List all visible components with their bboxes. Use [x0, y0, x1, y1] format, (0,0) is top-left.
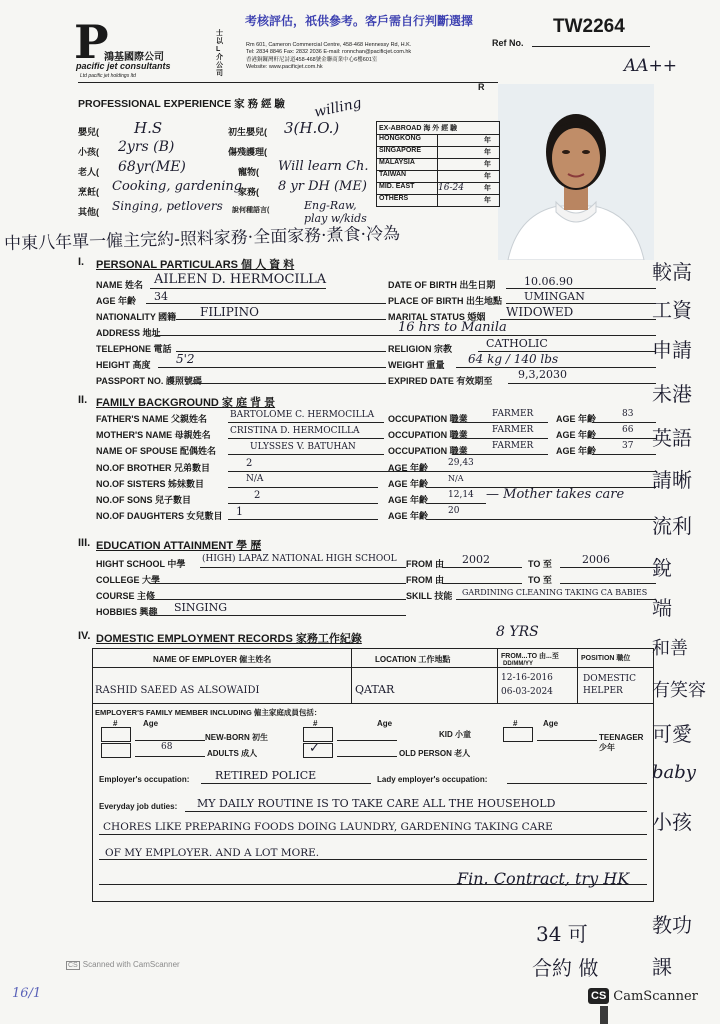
family-age: 66	[622, 425, 634, 435]
family-occupation: FARMER	[492, 409, 534, 419]
family-counts	[96, 458, 656, 522]
religion-label: RELIGION 宗教	[388, 344, 453, 354]
top-notice: 考核評估，祇供參考。客戶需自行判斷選擇	[245, 14, 474, 28]
course-label: COURSE 主修	[96, 591, 156, 601]
abroad-place: OTHERS	[377, 195, 438, 206]
margin-note: 較高	[652, 260, 692, 284]
height-label: HEIGHT 高度	[96, 360, 151, 370]
abroad-place: HONGKONG	[377, 135, 438, 146]
company-side-chars: 士 以 L 介 公 司	[216, 30, 223, 77]
count-age-label: AGE 年齡	[388, 495, 429, 505]
abroad-unit: 年	[484, 149, 491, 156]
nationality-value: FILIPINO	[200, 305, 259, 319]
bottom-note: 34 可	[536, 922, 588, 946]
address-line: Tel: 2834 8846 Fax: 2832 2036 E-mail: ronnchan@pacificjet.com.hk	[246, 49, 412, 56]
margin-notes	[652, 256, 716, 842]
count-age: 29,43	[448, 458, 474, 468]
adults-age: 68	[161, 742, 173, 752]
margin-note: 端	[652, 596, 672, 620]
height-value: 5'2	[176, 352, 195, 366]
col-location: LOCATION 工作地點	[375, 655, 451, 664]
old-person-checkbox[interactable]	[303, 727, 333, 742]
dob-value: 10.06.90	[524, 275, 573, 288]
employment-from: 12-16-2016	[501, 673, 553, 683]
exp-value2: 8 yr DH (ME)	[278, 179, 367, 194]
abroad-place: TAIWAN	[377, 171, 438, 182]
newborn-label: NEW-BORN 初生	[205, 733, 268, 742]
margin-note: 可愛	[652, 722, 692, 746]
employment-position: DOMESTIC HELPER	[583, 674, 636, 696]
family-occupation: FARMER	[492, 441, 534, 451]
family-age: 83	[622, 409, 634, 419]
occupation-label: OCCUPATION 職業	[388, 414, 468, 424]
company-name-en: pacific jet consultants	[76, 61, 171, 71]
weight-label: WEIGHT 重量	[388, 360, 445, 370]
section-number: II.	[78, 394, 88, 406]
section-number: IV.	[78, 630, 91, 642]
count-value: N/A	[246, 474, 264, 484]
abroad-unit: 年	[484, 185, 491, 192]
family-members-label: EMPLOYER'S FAMILY MEMBER INCLUDING 僱主家庭成員包括：	[95, 708, 322, 717]
exp-value2: 3(H.O.)	[284, 119, 340, 137]
margin-note: 流利	[652, 514, 692, 538]
col-fromto-sub: DD/MM/YY	[503, 661, 533, 667]
margin-note: 和善	[652, 638, 688, 659]
section-number: I.	[78, 256, 85, 268]
hobbies-value: SINGING	[174, 601, 228, 614]
finished-contract-note: Fin. Contract, try HK	[457, 869, 630, 888]
marital-value: WIDOWED	[506, 305, 574, 319]
duties-line: MY DAILY ROUTINE IS TO TAKE CARE ALL THE HOUSEHOLD	[197, 797, 556, 810]
sons-note: — Mother takes care	[486, 487, 625, 502]
address-label: ADDRESS 地址	[96, 328, 161, 338]
count-value: 2	[246, 458, 253, 469]
exp-value: 2yrs (B)	[118, 139, 175, 155]
margin-note: 銳	[652, 556, 672, 580]
exp-value2: Eng-Raw, play w/kids	[304, 199, 367, 225]
exp-label: 烹飪(	[78, 187, 99, 197]
exp-label2: 寵物(	[238, 167, 259, 177]
count-age-label: AGE 年齡	[388, 463, 429, 473]
abroad-place: MALAYSIA	[377, 159, 438, 170]
scanned-text: Scanned with CamScanner	[82, 960, 180, 969]
name-value: AILEEN D. HERMOCILLA	[154, 272, 327, 287]
exp-label: 嬰兒(	[78, 127, 99, 137]
employer-location: QATAR	[355, 683, 395, 696]
exp-label2: 傷殘護理(	[228, 147, 267, 157]
years-note: 8 YRS	[496, 624, 539, 640]
no-mark: #	[313, 719, 318, 728]
camscanner-icon: CS	[588, 988, 609, 1004]
expiry-label: EXPIRED DATE 有效期至	[388, 376, 493, 386]
company-logo: P	[74, 15, 109, 69]
family-name: CRISTINA D. HERMOCILLA	[230, 426, 360, 436]
from-label: FROM 由	[406, 575, 444, 585]
kid-label: KID 小童	[439, 730, 471, 739]
adults-label: ADULTS 成人	[207, 749, 258, 758]
address-line: Website: www.pacificjet.com.hk	[246, 64, 323, 71]
margin-note: 未港	[652, 382, 692, 406]
college-label: COLLEGE 大學	[96, 575, 161, 585]
family-title: FAMILY BACKGROUND 家 庭 背 景	[96, 397, 276, 409]
ref-number: TW2264	[553, 16, 625, 37]
abroad-years	[438, 135, 484, 146]
personal-title: PERSONAL PARTICULARS 個 人 資 料	[96, 259, 295, 271]
duties-label: Everyday job duties:	[99, 802, 178, 811]
no-mark: #	[513, 719, 518, 728]
employer-occupation-value: RETIRED POLICE	[215, 769, 317, 782]
to-label: TO 至	[528, 575, 552, 585]
experience-grid	[78, 119, 378, 225]
family-label: FATHER'S NAME 父親姓名	[96, 414, 207, 424]
count-age: N/A	[448, 474, 464, 483]
occupation-label: OCCUPATION 職業	[388, 446, 468, 456]
employer-occupation-label: Employer's occupation:	[99, 775, 190, 784]
abroad-place: SINGAPORE	[377, 147, 438, 158]
col-position: POSITION 職位	[581, 655, 631, 662]
grade-note: AA++	[624, 56, 678, 76]
count-label: NO.OF SONS 兒子數目	[96, 495, 192, 505]
duties-line: OF MY EMPLOYER. AND A LOT MORE.	[105, 847, 320, 859]
education-block	[96, 553, 656, 617]
camscanner-text: CamScanner	[613, 988, 698, 1004]
employment-to: 06-03-2024	[501, 687, 553, 697]
high-school-value: (HIGH) LAPAZ NATIONAL HIGH SCHOOL	[202, 554, 397, 564]
family-occupation: FARMER	[492, 425, 534, 435]
margin-note: 有笑容	[652, 680, 706, 701]
age-label: AGE 年齡	[556, 414, 597, 424]
pob-label: PLACE OF BIRTH 出生地點	[388, 296, 502, 306]
old-person-label: OLD PERSON 老人	[399, 749, 471, 758]
exp-value: 68yr(ME)	[118, 159, 186, 175]
from-label: FROM 由	[406, 559, 444, 569]
company-subtitle: Ltd pacific jet holdings ltd	[80, 73, 136, 79]
family-label: NAME OF SPOUSE 配偶姓名	[96, 446, 217, 456]
abroad-unit: 年	[484, 161, 491, 168]
exp-label2: 初生嬰兒(	[228, 127, 267, 137]
abroad-unit: 年	[484, 173, 491, 180]
passport-label: PASSPORT NO. 護照號碼	[96, 376, 202, 386]
exp-label2: 家務(	[238, 187, 259, 197]
exp-label2: 說何種語言(	[232, 207, 270, 214]
family-age: 37	[622, 441, 634, 451]
age-label: AGE 年齡	[96, 296, 137, 306]
family-parents	[96, 409, 656, 457]
count-label: NO.OF DAUGHTERS 女兒數目	[96, 511, 223, 521]
age-value: 34	[154, 290, 168, 303]
count-label: NO.OF BROTHER 兄弟數目	[96, 463, 210, 473]
pob-value: UMINGAN	[524, 290, 585, 303]
name-label: NAME 姓名	[96, 280, 143, 290]
expiry-value: 9,3,2030	[518, 368, 567, 381]
margin-note: 英語	[652, 426, 692, 450]
age-label: AGE 年齡	[556, 446, 597, 456]
weight-value: 64 kg / 140 lbs	[468, 352, 559, 366]
age-mark: Age	[143, 719, 159, 728]
abroad-years: 16-24	[438, 183, 464, 193]
abroad-years	[438, 171, 484, 182]
teenager-label: TEENAGER 少年	[599, 733, 644, 752]
margin-note: 申請	[652, 338, 692, 362]
skill-value: GARDINING CLEANING TAKING CA BABIES	[462, 588, 648, 597]
abroad-unit: 年	[484, 137, 491, 144]
exp-value: Singing, petlovers	[112, 199, 223, 213]
family-name: BARTOLOME C. HERMOCILLA	[230, 410, 375, 420]
no-mark: #	[113, 719, 118, 728]
applicant-photo	[498, 84, 654, 260]
page-mark: 16/1	[12, 986, 42, 1001]
age-mark: Age	[543, 719, 559, 728]
kid-checkbox[interactable]	[503, 727, 533, 742]
abroad-place: MID. EAST	[377, 183, 438, 194]
count-age-label: AGE 年齡	[388, 511, 429, 521]
religion-value: CATHOLIC	[486, 337, 548, 350]
employer-name: RASHID SAEED AS ALSOWAIDI	[95, 685, 260, 696]
abroad-title: EX-ABROAD 海 外 經 驗	[377, 122, 499, 135]
scanned-with-label	[66, 960, 180, 969]
family-name: ULYSSES V. BATUHAN	[250, 442, 356, 452]
adults-check-mark: ✓	[309, 741, 320, 756]
abroad-unit: 年	[484, 197, 491, 204]
education-title: EDUCATION ATTAINMENT 學 歷	[96, 540, 262, 552]
marital-label: MARITAL STATUS 婚姻	[388, 312, 486, 322]
count-age: 20	[448, 506, 460, 516]
bottom-note: 合約 做	[532, 956, 599, 980]
personal-block	[96, 272, 656, 392]
col-fromto: FROM...TO 由...至	[501, 653, 559, 660]
abroad-years	[438, 147, 484, 158]
from-value: 2002	[462, 553, 490, 566]
telephone-label: TELEPHONE 電話	[96, 344, 172, 354]
ref-label: Ref No.	[492, 38, 524, 48]
age-mark: Age	[377, 719, 393, 728]
employment-title: DOMESTIC EMPLOYMENT RECORDS 家務工作紀錄	[96, 633, 362, 645]
to-label: TO 至	[528, 559, 552, 569]
exp-value: Cooking, gardening	[112, 179, 243, 194]
employment-records	[92, 648, 654, 902]
count-age-label: AGE 年齡	[388, 479, 429, 489]
lady-occupation-label: Lady employer's occupation:	[377, 775, 488, 784]
abroad-table	[376, 121, 500, 207]
abroad-years	[438, 159, 484, 170]
abroad-years	[438, 195, 484, 206]
age-label: AGE 年齡	[556, 430, 597, 440]
occupation-label: OCCUPATION 職業	[388, 430, 468, 440]
willing-note: willing	[312, 95, 364, 121]
count-value: 1	[236, 505, 243, 518]
address-value: 16 hrs to Manila	[398, 320, 507, 335]
to-value: 2006	[582, 553, 610, 566]
duties-line: CHORES LIKE PREPARING FOODS DOING LAUNDRY, GARDENING TAKING CARE	[103, 821, 553, 833]
hobbies-label: HOBBIES 興趣	[96, 607, 158, 617]
adults-count-box[interactable]	[101, 743, 131, 758]
company-address	[246, 42, 411, 72]
nationality-label: NATIONALITY 國籍	[96, 312, 177, 322]
company-name-cn: 鴻基國際公司	[104, 52, 164, 63]
exp-value: H.S	[134, 119, 163, 137]
family-label: MOTHER'S NAME 母親姓名	[96, 430, 211, 440]
skill-label: SKILL 技能	[406, 591, 453, 601]
margin-note: 請晰	[652, 468, 692, 492]
col-employer: NAME OF EMPLOYER 僱主姓名	[153, 655, 272, 664]
exp-value2: Will learn Ch.	[278, 159, 369, 174]
section-number: III.	[78, 537, 91, 549]
exp-label: 其他(	[78, 207, 99, 217]
newborn-checkbox[interactable]	[101, 727, 131, 742]
address-line: Rm 601, Cameron Commercial Centre, 458-468 Hennessy Rd, H.K.	[246, 42, 412, 48]
exp-label: 老人(	[78, 167, 99, 177]
bottom-note: 教功 課	[652, 913, 692, 979]
count-label: NO.OF SISTERS 姊妹數目	[96, 479, 205, 489]
experience-title: PROFESSIONAL EXPERIENCE 家 務 經 驗	[78, 98, 285, 110]
camscanner-badge	[588, 988, 698, 1004]
high-school-label: HIGHT SCHOOL 中學	[96, 559, 186, 569]
cn-summary-note: 中東八年單一僱主完約-照料家務·全面家務·煮食·冷為	[3, 223, 401, 255]
margin-note: 工資	[652, 298, 692, 322]
dob-label: DATE OF BIRTH 出生日期	[388, 280, 496, 290]
cs-small-icon: CS	[68, 962, 78, 969]
exp-label: 小孩(	[78, 147, 99, 157]
count-value: 2	[254, 490, 261, 501]
count-age: 12,14	[448, 490, 474, 500]
address-line: 香港銅鑼灣軒尼詩道458-468號金聯商業中心6樓601室	[246, 56, 378, 63]
margin-note: 小孩	[652, 810, 692, 834]
margin-note: baby	[652, 762, 696, 783]
